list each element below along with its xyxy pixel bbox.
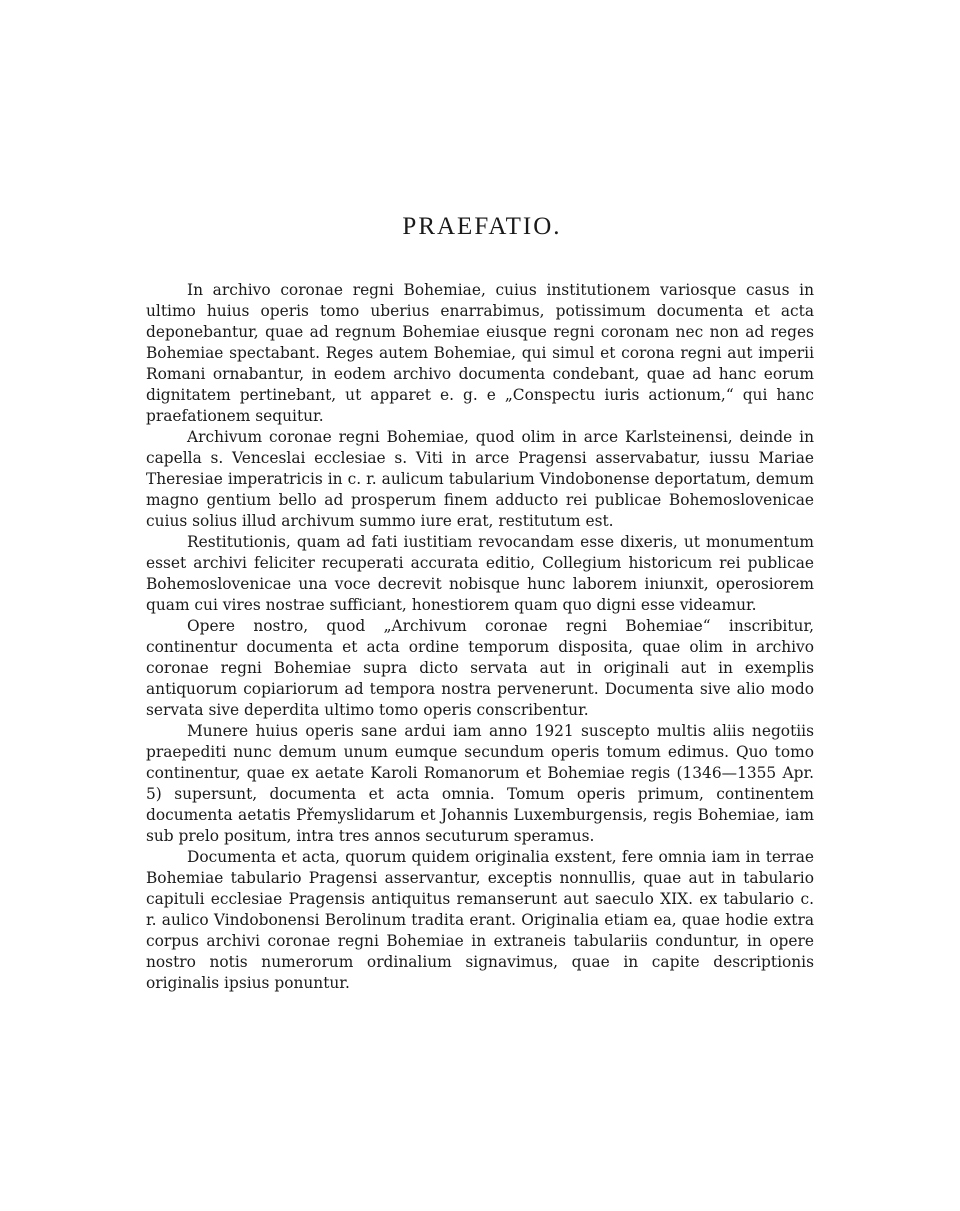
paragraph: In archivo coronae regni Bohemiae, cuius institutionem variosque casus in ultimo huius operis tomo uberius enarrabimus, potissimum documenta et acta deponebantur, quae ad regnum Bohemiae eiusque regni coronam nec non ad reges Bohemiae spectabant. Reges autem Bohemiae, qui simul et corona regni aut imperii Romani ornabantur, in eodem archivo documenta condebant, quae ad hanc eorum dignitatem pertinebant, ut apparet e. g. e „Conspectu iuris actionum,“ qui hanc praefationem sequitur. [146,281,814,425]
preface-body [146,280,814,994]
paragraph: Archivum coronae regni Bohemiae, quod olim in arce Karlsteinensi, deinde in capella s. Venceslai ecclesiae s. Viti in arce Pragensi asservabatur, iussu Mariae Theresiae imperatricis in c. r. aulicum tabularium Vindobonense deportatum, demum magno gentium bello ad prosperum finem adducto rei publicae Bohemoslovenicae cuius solius illud archivum summo iure erat, restitutum est. [146,428,814,530]
paragraph: Munere huius operis sane ardui iam anno 1921 suscepto multis aliis negotiis praepediti nunc demum unum eumque secundum operis tomum edimus. Quo tomo continentur, quae ex aetate Karoli Romanorum et Bohemiae regis (1346—1355 Apr. 5) supersunt, documenta et acta omnia. Tomum operis primum, continentem documenta aetatis Přemyslidarum et Johannis Luxemburgensis, regis Bohemiae, iam sub prelo positum, intra tres annos secuturum speramus. [146,722,814,845]
paragraph: Restitutionis, quam ad fati iustitiam revocandam esse dixeris, ut monumentum esset archivi feliciter recuperati accurata editio, Collegium historicum rei publicae Bohemoslovenicae una voce decrevit nobisque hunc laborem iniunxit, operosiorem quam cui vires nostrae sufficiant, honestiorem quam quo digni esse videamur. [146,533,814,614]
paragraph: Documenta et acta, quorum quidem originalia exstent, fere omnia iam in terrae Bohemiae tabulario Pragensi asservantur, exceptis nonnullis, quae aut in tabulario capituli ecclesiae Pragensis antiquitus remanserunt aut saeculo XIX. ex tabulario c. r. aulico Vindobonensi Berolinum tradita erant. Originalia etiam ea, quae hodie extra corpus archivi coronae regni Bohemiae in extraneis tabulariis conduntur, in opere nostro notis numerorum ordinalium signavimus, quae in capite descriptionis originalis ipsius ponuntur. [146,848,814,992]
page-title: PRAEFATIO. [402,213,562,240]
paragraph: Opere nostro, quod „Archivum coronae regni Bohemiae“ inscribitur, continentur documenta et acta ordine temporum disposita, quae olim in archivo coronae regni Bohemiae supra dicto servata aut in originali aut in exemplis antiquorum copiariorum ad tempora nostra pervenerunt. Documenta sive alio modo servata sive deperdita ultimo tomo operis conscribentur. [146,617,814,719]
